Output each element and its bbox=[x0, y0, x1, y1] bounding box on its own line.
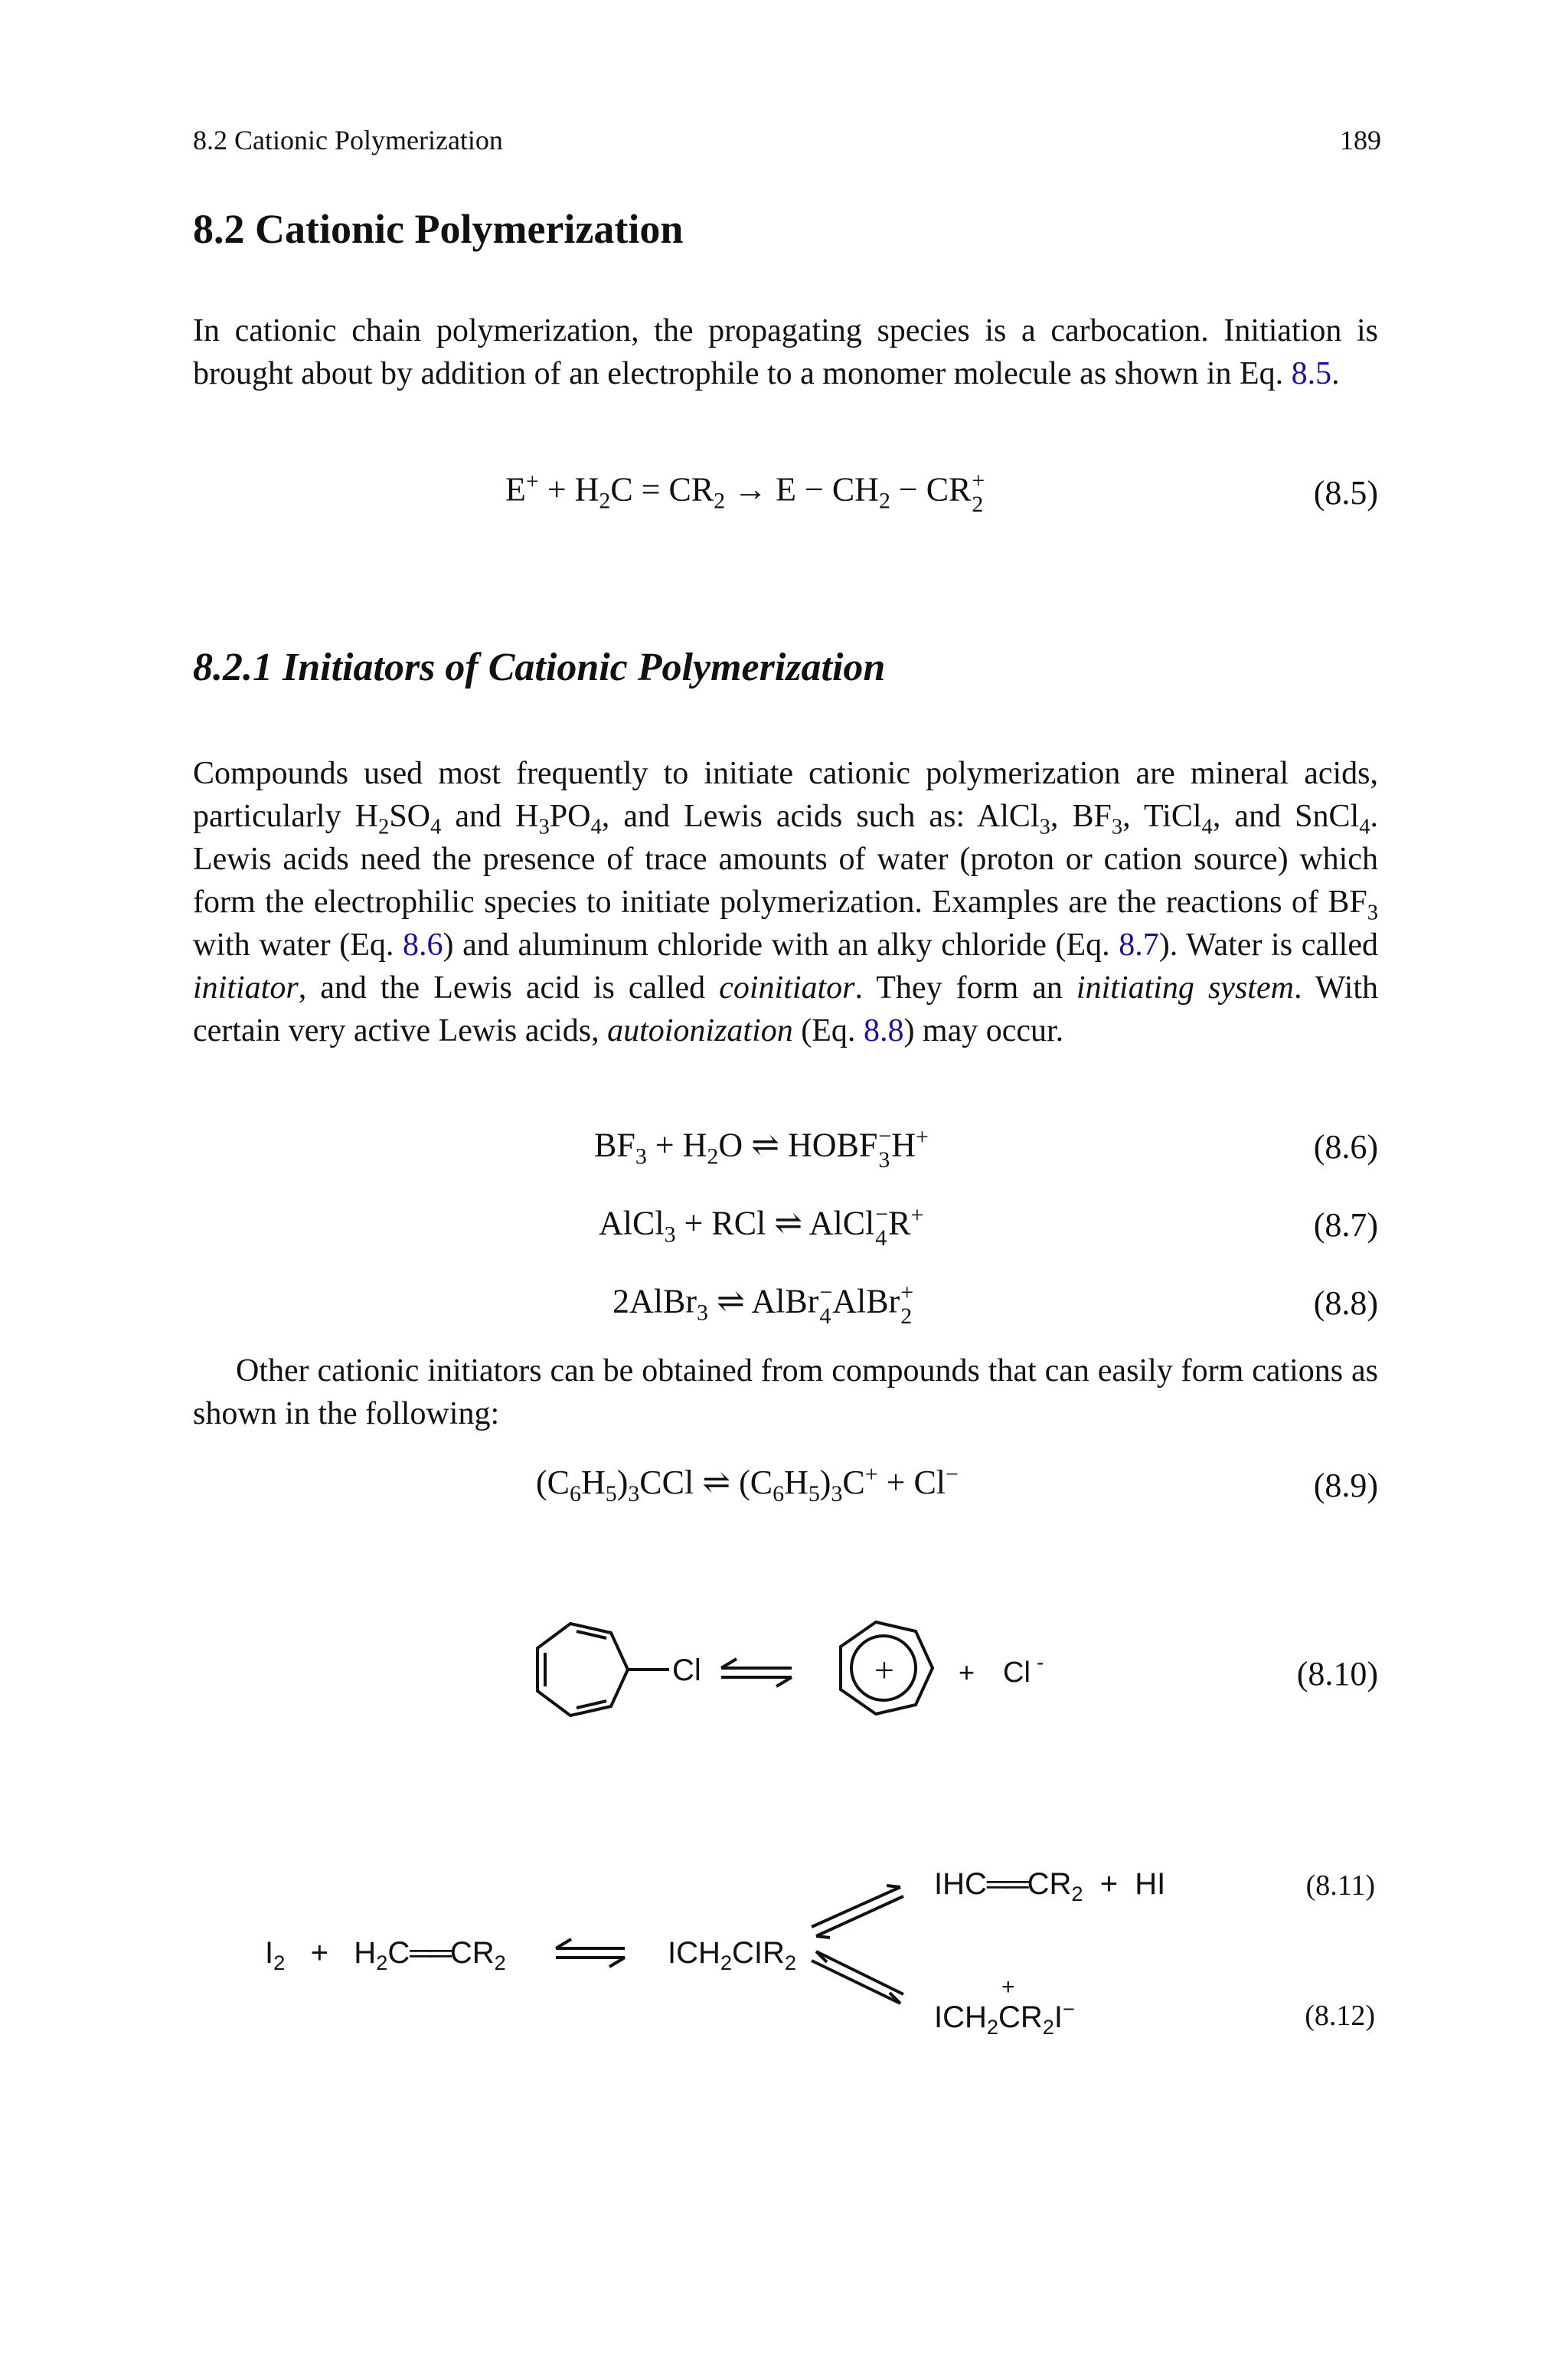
plus-sign: + bbox=[959, 1657, 975, 1688]
branch-equilibrium-arrows bbox=[804, 1876, 911, 2053]
equation-number-8-11: (8.11) bbox=[1305, 1869, 1375, 1902]
intro-paragraph bbox=[193, 309, 1378, 395]
equation-number-8-7: (8.7) bbox=[1313, 1206, 1378, 1244]
cation-charge: + bbox=[874, 1650, 894, 1689]
equation-8-8: 2AlBr$_3$ ⇌ AlBr − 4 AlBr + 2 bbox=[612, 1280, 914, 1330]
term-initiator: initiator bbox=[193, 970, 299, 1006]
page-number: 189 bbox=[1340, 125, 1381, 155]
text-run: ). Water is called bbox=[1158, 927, 1378, 963]
chloride-anion-label: Cl bbox=[1003, 1657, 1031, 1689]
equation-8-9: $(C_6H_5)_3CCl$ ⇌ $(C_6H_5)_3C^+ + Cl^-$ bbox=[536, 1461, 959, 1506]
equation-8-5: $E^+ + H_2C = CR_2 \to E - CH_2$ − CR + 2 bbox=[505, 468, 985, 518]
equation-number-8-6: (8.6) bbox=[1313, 1128, 1378, 1166]
equation-8-12-product: $ICH_2C$ + $R_2I^-$ bbox=[934, 1974, 1075, 2039]
equation-8-6: $BF_3 + H_2O$ ⇌ HOBF − 3 H+ bbox=[594, 1124, 929, 1173]
chloride-charge: - bbox=[1037, 1650, 1044, 1674]
intro-text: In cationic chain polymerization, the propagating species is a carbocation. Initiation is brought about by addition of an electrophile to a monomer molecule as shown in Eq. bbox=[193, 313, 1378, 391]
cycloheptatrienyl-chloride-structure bbox=[537, 1624, 669, 1716]
text-run: PO bbox=[549, 799, 591, 834]
subsection-title: 8.2.1 Initiators of Cationic Polymerization bbox=[193, 646, 886, 689]
equation-8-10-diagram bbox=[521, 1608, 1072, 1761]
equation-number-8-12: (8.12) bbox=[1305, 2000, 1375, 2032]
text-run: with water (Eq. bbox=[193, 927, 403, 963]
equilibrium-arrow-iodine bbox=[551, 1935, 635, 1973]
iodine-monomer-reactants: $I_2$ + $H_2C══CR_2$ bbox=[265, 1936, 506, 1974]
eq-ref-8-5[interactable]: 8.5 bbox=[1291, 356, 1332, 391]
equation-number-8-10: (8.10) bbox=[1296, 1655, 1378, 1693]
text-run: SO bbox=[389, 799, 431, 834]
intermediate-complex: $ICH_2CIR_2$ bbox=[668, 1936, 797, 1974]
text-run: Other cationic initiators can be obtained from compounds that can easily form cations as shown in the following: bbox=[193, 1353, 1378, 1431]
equation-8-11-product: $IHC══CR_2$ + HI bbox=[934, 1867, 1166, 1905]
text-run: ) and aluminum chloride with an alky chloride (Eq. bbox=[443, 927, 1119, 963]
equation-number-8-8: (8.8) bbox=[1313, 1284, 1378, 1322]
text-run: . With certain very active Lewis acids, bbox=[193, 970, 1378, 1048]
section-title: 8.2 Cationic Polymerization bbox=[193, 206, 684, 252]
term-initiating-system: initiating system bbox=[1076, 970, 1294, 1006]
eq-ref-8-7[interactable]: 8.7 bbox=[1119, 927, 1159, 963]
text-run: , BF bbox=[1050, 799, 1112, 834]
text-run: Compounds used most frequently to initiate cationic polymerization are mineral acids, particularly H bbox=[193, 756, 1378, 834]
text-run: , and SnCl bbox=[1212, 799, 1360, 834]
text-run: , and the Lewis acid is called bbox=[298, 970, 720, 1006]
intro-text-end: . bbox=[1331, 356, 1340, 391]
initiators-paragraph: Compounds used most frequently to initiate cationic polymerization are mineral acids, particularly $H_2SO_4$ and $H_3PO_4$, and Lewis acids such as: AlCl$_3$, $BF_3$, TiCl$_4$, and SnCl$_4$. Lewis acids need the presence of trace amounts of water (proton or cation source) which form the electrophilic species to initiate polymerization. Examples are the reactions of $BF_3$ with water (Eq. 8.6) and aluminum chloride with an alky chloride (Eq. 8.7). Water is called initiator, and the Lewis acid is called coinitiator. They form an initiating system. With certain very active Lewis acids, autoionization (Eq. 8.8) may occur. bbox=[193, 756, 1379, 1048]
term-autoionization: autoionization bbox=[607, 1013, 793, 1048]
text-run: . Lewis acids need the presence of trace amounts of water (proton or cation source) which form the electrophilic species to initiate polymerization. Examples are the reactions of BF bbox=[193, 799, 1379, 920]
text-run: . They form an bbox=[854, 970, 1076, 1006]
equilibrium-arrow bbox=[721, 1659, 792, 1686]
eq-ref-8-6[interactable]: 8.6 bbox=[403, 927, 443, 963]
chlorine-label: Cl bbox=[672, 1653, 701, 1687]
eq-ref-8-8[interactable]: 8.8 bbox=[863, 1013, 904, 1048]
running-title: 8.2 Cationic Polymerization bbox=[193, 125, 503, 155]
text-run: , TiCl bbox=[1122, 799, 1202, 834]
equation-number-8-9: (8.9) bbox=[1313, 1467, 1378, 1504]
term-coinitiator: coinitiator bbox=[719, 970, 855, 1006]
text-run: , and Lewis acids such as: AlCl bbox=[601, 799, 1040, 834]
equation-number-8-5: (8.5) bbox=[1313, 474, 1378, 512]
text-run: and H bbox=[441, 799, 539, 834]
equation-8-7: AlCl$_3$ + RCl ⇌ AlCl − 4 R+ bbox=[599, 1202, 924, 1251]
text-run: ) may occur. bbox=[903, 1013, 1064, 1048]
other-initiators-paragraph bbox=[193, 1349, 1378, 1435]
text-run: (Eq. bbox=[792, 1013, 864, 1048]
